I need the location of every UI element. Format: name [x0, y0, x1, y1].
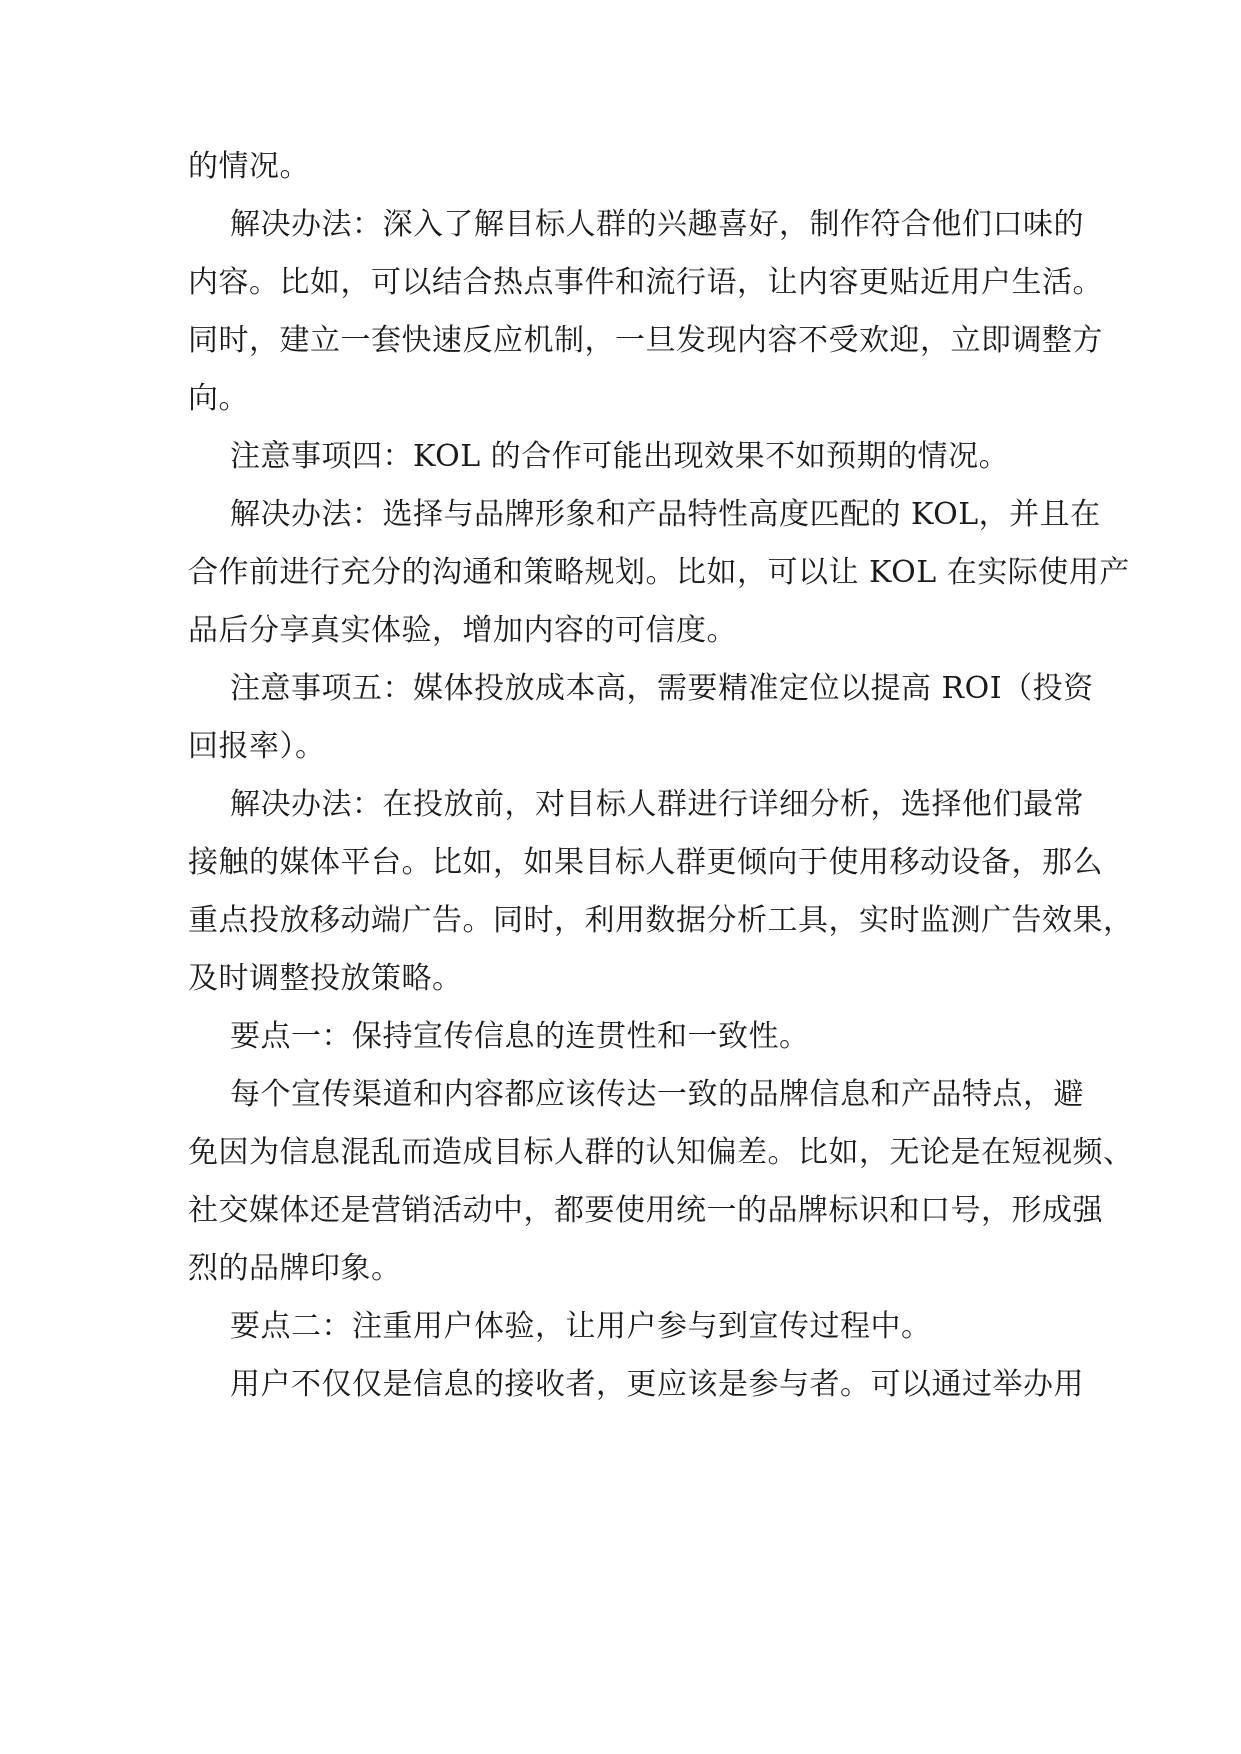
text-line: 用户不仅仅是信息的接收者，更应该是参与者。可以通过举办用 — [230, 1367, 1084, 1402]
text-line: 解决办法：在投放前，对目标人群进行详细分析，选择他们最常 — [230, 787, 1084, 822]
text-line: 内容。比如，可以结合热点事件和流行语，让内容更贴近用户生活。 — [188, 265, 1103, 300]
text-line: 注意事项五：媒体投放成本高，需要精准定位以提高 ROI（投资 — [230, 671, 1094, 706]
text-line: 每个宣传渠道和内容都应该传达一致的品牌信息和产品特点，避 — [230, 1077, 1084, 1112]
text-line: 回报率）。 — [188, 729, 326, 764]
text-line: 重点投放移动端广告。同时，利用数据分析工具，实时监测广告效果， — [188, 903, 1134, 938]
text-line: 社交媒体还是营销活动中，都要使用统一的品牌标识和口号，形成强 — [188, 1193, 1103, 1228]
text-line: 接触的媒体平台。比如，如果目标人群更倾向于使用移动设备，那么 — [188, 845, 1103, 880]
text-line: 及时调整投放策略。 — [188, 961, 463, 996]
text-line: 合作前进行充分的沟通和策略规划。比如，可以让 KOL 在实际使用产 — [188, 555, 1130, 590]
text-line: 的情况。 — [188, 149, 310, 184]
text-line: 烈的品牌印象。 — [188, 1251, 402, 1286]
text-line: 品后分享真实体验，增加内容的可信度。 — [188, 613, 737, 648]
text-line: 要点二：注重用户体验，让用户参与到宣传过程中。 — [230, 1309, 932, 1344]
text-line: 同时，建立一套快速反应机制，一旦发现内容不受欢迎，立即调整方 — [188, 323, 1103, 358]
text-line: 注意事项四：KOL 的合作可能出现效果不如预期的情况。 — [230, 439, 1010, 474]
text-line: 免因为信息混乱而造成目标人群的认知偏差。比如，无论是在短视频、 — [188, 1135, 1134, 1170]
text-line: 要点一：保持宣传信息的连贯性和一致性。 — [230, 1019, 810, 1054]
text-line: 向。 — [188, 381, 249, 416]
text-line: 解决办法：选择与品牌形象和产品特性高度匹配的 KOL，并且在 — [230, 497, 1101, 532]
text-line: 解决办法：深入了解目标人群的兴趣喜好，制作符合他们口味的 — [230, 207, 1084, 242]
